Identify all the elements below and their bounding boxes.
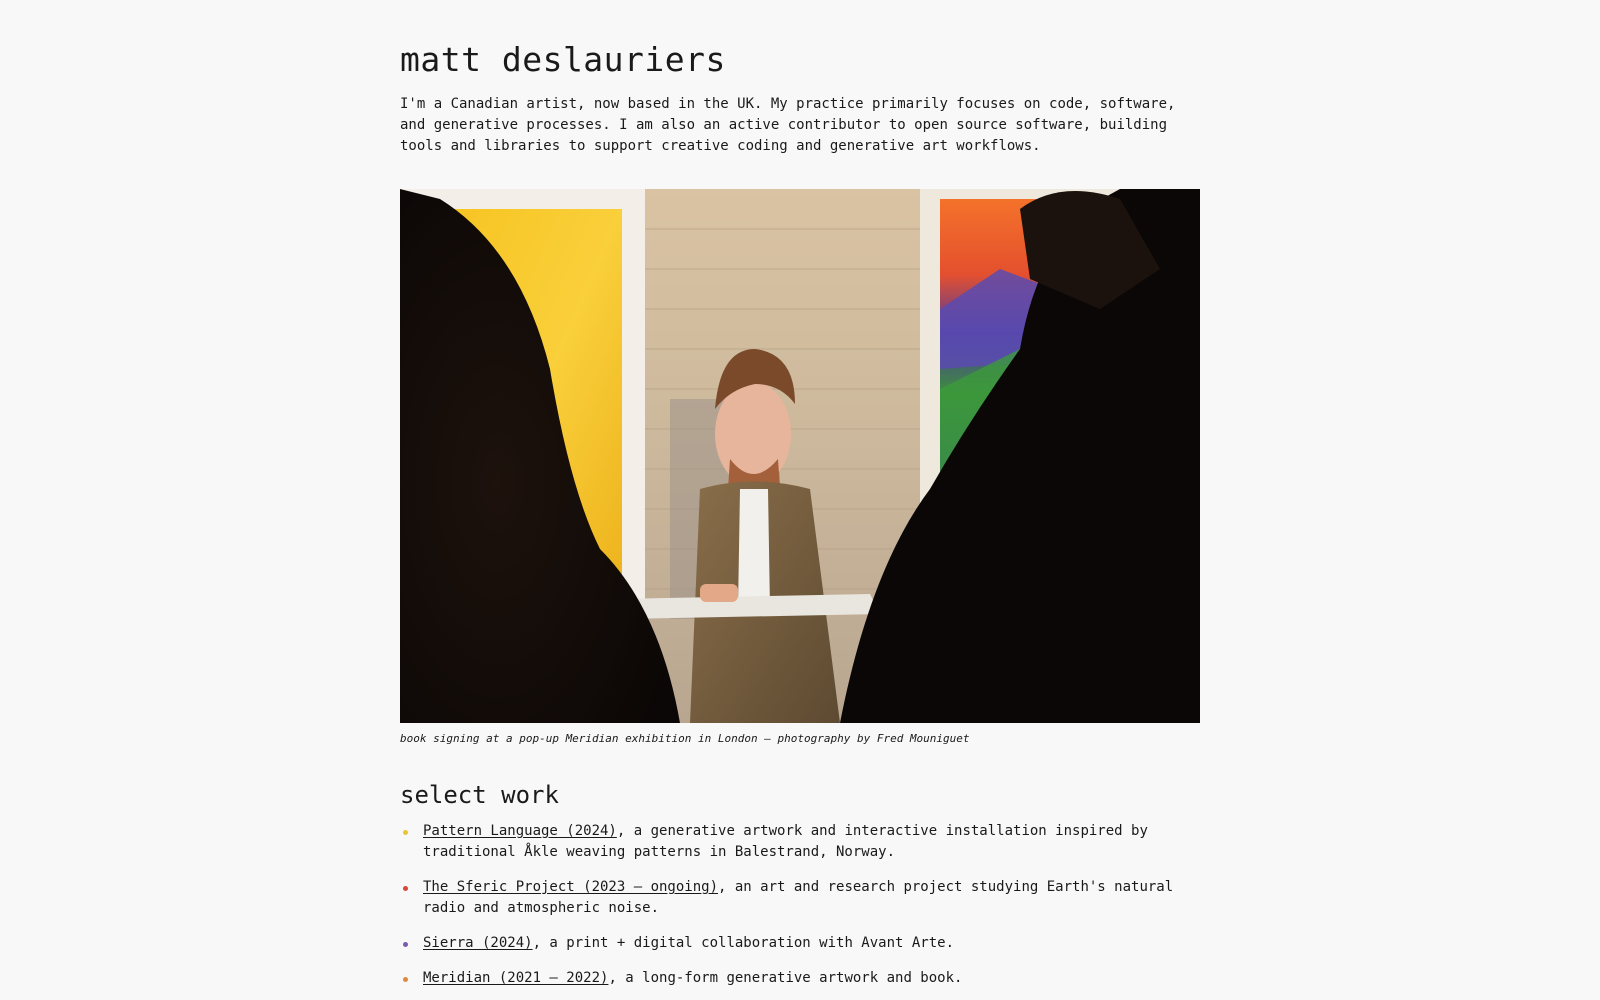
select-work-list — [400, 821, 1200, 989]
bullet-icon — [403, 942, 408, 947]
page-title: matt deslauriers — [400, 40, 726, 79]
hero-photo — [400, 189, 1200, 723]
list-item — [400, 933, 1203, 954]
list-item — [400, 877, 1203, 919]
work-description: , a generative artwork and interactive installation inspired by traditional Åkle weaving patterns in Balestrand, Norway. — [423, 823, 1148, 860]
bullet-icon — [403, 830, 408, 835]
hero-caption: book signing at a pop-up Meridian exhibition in London — photography by Fred Mouniguet — [400, 732, 970, 745]
hero-photo-illustration — [400, 189, 1200, 723]
work-description: , a print + digital collaboration with Avant Arte. — [532, 935, 955, 951]
bio-text: I'm a Canadian artist, now based in the UK. My practice primarily focuses on code, software, and generative processes. I am also an active contributor to open source software, building tools and libraries to support creative coding and generative art workflows. — [400, 96, 1176, 154]
select-work-heading: select work — [400, 781, 559, 809]
work-link[interactable]: Sierra (2024) — [423, 935, 533, 951]
work-description: , a long-form generative artwork and book. — [608, 970, 963, 986]
page-content — [400, 0, 1200, 989]
list-item — [400, 821, 1203, 863]
work-link[interactable]: The Sferic Project (2023 — ongoing) — [423, 879, 719, 895]
work-link[interactable]: Meridian (2021 — 2022) — [423, 970, 609, 986]
bullet-icon — [403, 886, 408, 891]
list-item — [400, 968, 1203, 989]
work-link[interactable]: Pattern Language (2024) — [423, 823, 617, 839]
work-description: , an art and research project studying Earth's natural radio and atmospheric noise. — [423, 879, 1174, 916]
bullet-icon — [403, 977, 408, 982]
